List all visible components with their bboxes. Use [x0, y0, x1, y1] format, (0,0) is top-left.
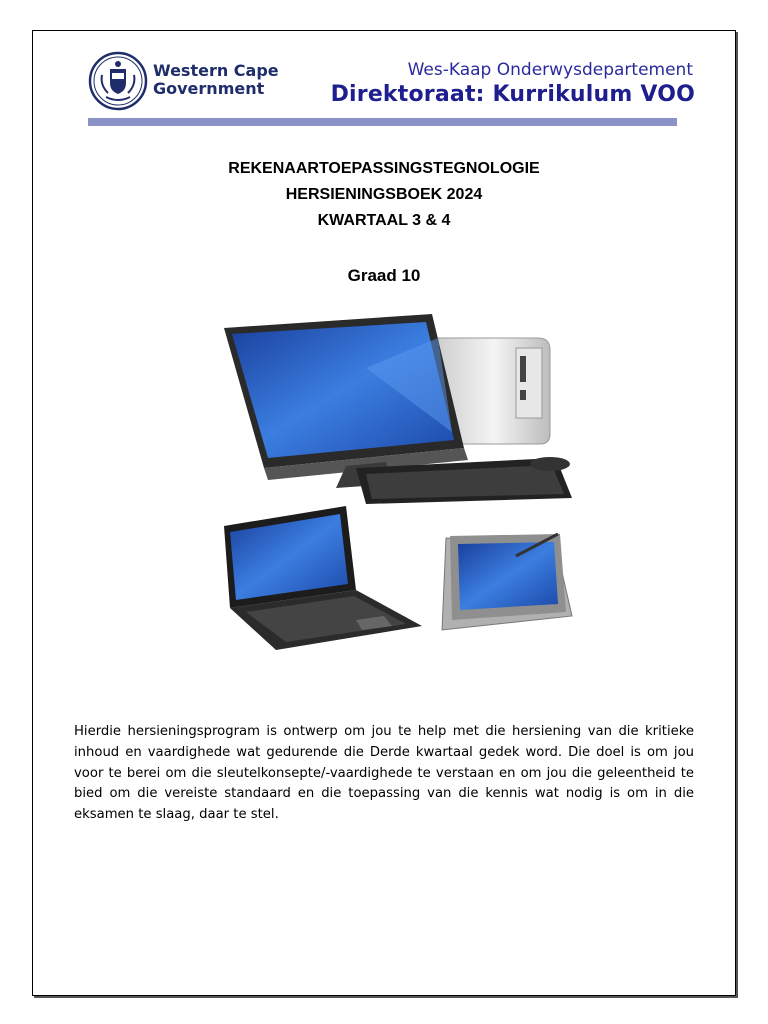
- tablet-icon: [442, 534, 572, 630]
- department-name: Wes-Kaap Onderwysdepartement: [407, 60, 693, 80]
- intro-paragraph: Hierdie hersieningsprogram is ontwerp om jou te help met die hersiening van die kritieke inhoud en vaardighede wat gedurende die Derde kwartaal gedek word. Die doel is om jou voor te berei om die sleutelkonsepte/-vaardighede te verstaan en om jou die geleentheid te bied om die vereiste standaard en die toepassing van die kennis wat nodig is om in die eksamen te slaag, daar te stel.: [74, 724, 694, 823]
- org-line-2: Government: [153, 79, 265, 98]
- header-rule: [88, 118, 677, 126]
- coat-of-arms-logo: [88, 51, 148, 111]
- subject-title: REKENAARTOEPASSINGSTEGNOLOGIE: [228, 160, 540, 177]
- government-name: [153, 62, 279, 98]
- computers-illustration: [216, 308, 588, 666]
- book-title: HERSIENINGSBOEK 2024: [285, 186, 483, 203]
- term-title: KWARTAAL 3 & 4: [317, 212, 451, 229]
- cover-title: [0, 156, 768, 234]
- directorate-title: Direktoraat: Kurrikulum VOO: [330, 82, 695, 107]
- grade-title: Graad 10: [347, 266, 421, 285]
- org-line-1: Western Cape: [153, 61, 279, 80]
